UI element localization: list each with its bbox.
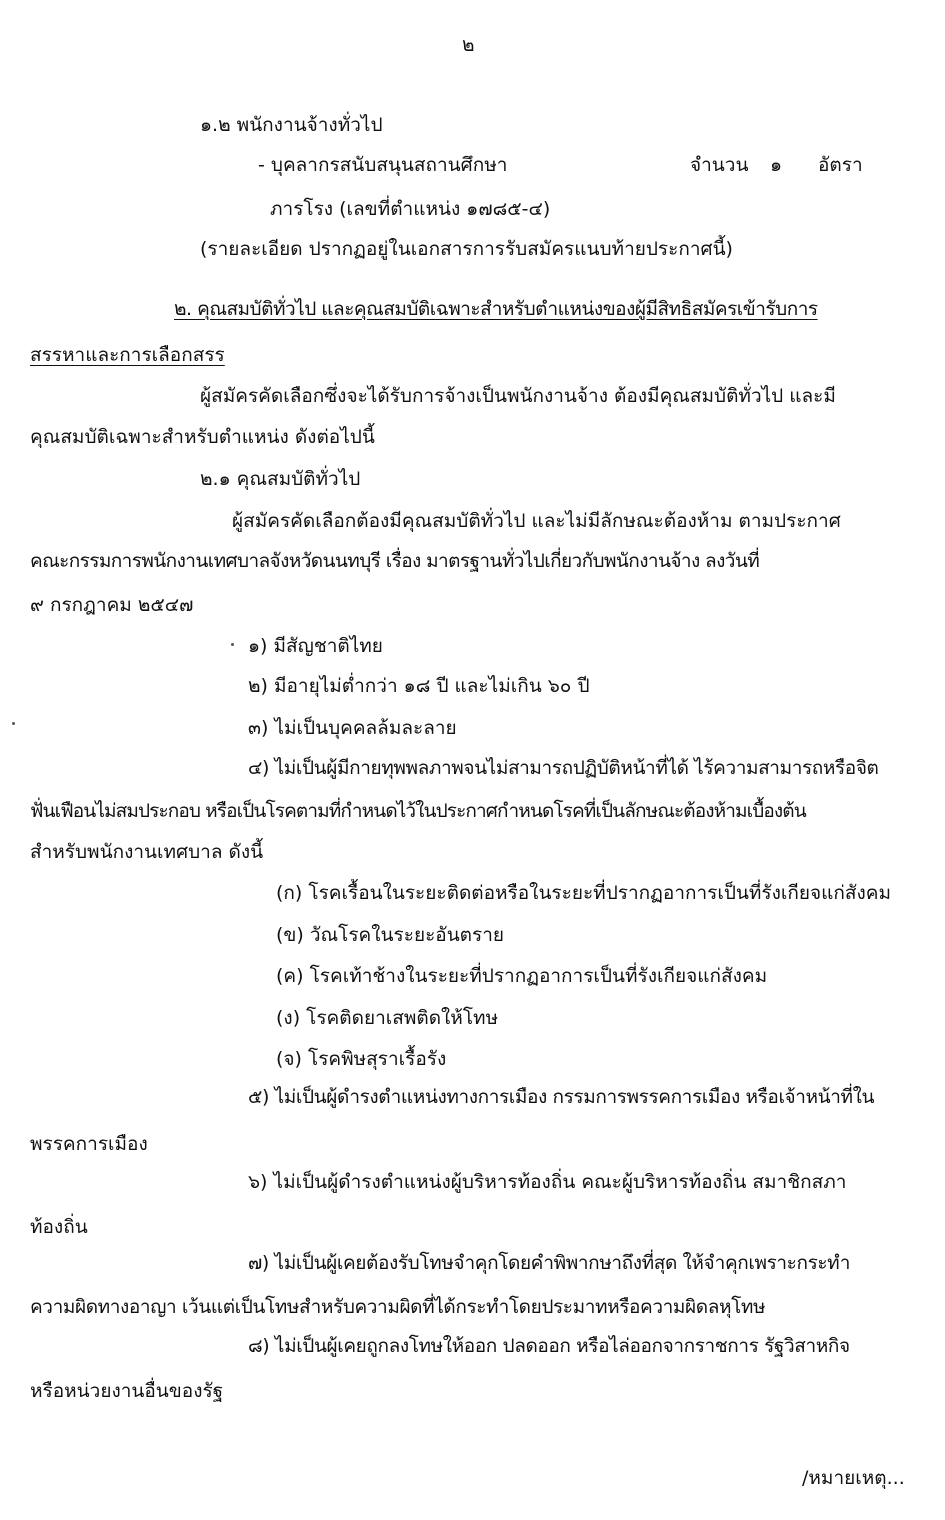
item-3: ๓) ไม่เป็นบุคคลล้มละลาย — [248, 717, 457, 739]
item-6: ๖) ไม่เป็นผู้ดำรงตำแหน่งผู้บริหารท้องถิ่น คณะผู้บริหารท้องถิ่น สมาชิกสภา — [248, 1171, 847, 1193]
item-4: ๔) ไม่เป็นผู้มีกายทุพพลภาพจนไม่สามารถปฏิบัติหน้าที่ได้ ไร้ความสามารถหรือจิต — [248, 757, 879, 779]
scan-speck — [231, 643, 234, 646]
section-2-heading-cont: สรรหาและการเลือกสรร — [30, 344, 225, 366]
continuation-marker: /หมายเหตุ... — [802, 1467, 905, 1489]
item-2: ๒) มีอายุไม่ต่ำกว่า ๑๘ ปี และไม่เกิน ๖๐ ปี — [248, 675, 590, 697]
disease-item: (ค) โรคเท้าช้างในระยะที่ปรากฏอาการเป็นที่รังเกียจแก่สังคม — [276, 965, 768, 987]
section-1-2-heading: ๑.๒ พนักงานจ้างทั่วไป — [200, 114, 383, 136]
disease-item: (จ) โรคพิษสุราเรื้อรัง — [276, 1048, 447, 1070]
item-5: ๕) ไม่เป็นผู้ดำรงตำแหน่งทางการเมือง กรรมการพรรคการเมือง หรือเจ้าหน้าที่ใน — [248, 1086, 875, 1108]
section-2-1-heading: ๒.๑ คุณสมบัติทั่วไป — [200, 468, 361, 490]
position-category: - บุคลากรสนับสนุนสถานศึกษา — [258, 154, 508, 176]
disease-item: (ง) โรคติดยาเสพติดให้โทษ — [276, 1007, 499, 1029]
scan-speck — [12, 722, 15, 725]
disease-item: (ก) โรคเรื้อนในระยะติดต่อหรือในระยะที่ปรากฏอาการเป็นที่รังเกียจแก่สังคม — [276, 882, 892, 904]
section-2-heading: ๒. คุณสมบัติทั่วไป และคุณสมบัติเฉพาะสำหรับตำแหน่งของผู้มีสิทธิสมัครเข้ารับการ — [174, 298, 818, 320]
count-value: ๑ — [770, 154, 783, 176]
section-2-1-paragraph: ผู้สมัครคัดเลือกต้องมีคุณสมบัติทั่วไป และไม่มีลักษณะต้องห้าม ตามประกาศ — [232, 510, 841, 532]
item-8: ๘) ไม่เป็นผู้เคยถูกลงโทษให้ออก ปลดออก หรือไล่ออกจากราชการ รัฐวิสาหกิจ — [248, 1335, 850, 1357]
count-label: จำนวน — [690, 154, 749, 176]
count-unit: อัตรา — [818, 154, 863, 176]
item-6-cont: ท้องถิ่น — [30, 1216, 88, 1238]
section-2-1-paragraph-cont: คณะกรรมการพนักงานเทศบาลจังหวัดนนทบุรี เรื่อง มาตรฐานทั่วไปเกี่ยวกับพนักงานจ้าง ลงวันที่ — [30, 550, 760, 572]
disease-item: (ข) วัณโรคในระยะอันตราย — [276, 924, 505, 946]
item-7-cont: ความผิดทางอาญา เว้นแต่เป็นโทษสำหรับความผิดที่ได้กระทำโดยประมาทหรือความผิดลหุโทษ — [30, 1296, 766, 1318]
page-number: ๒ — [462, 34, 475, 56]
section-2-intro: ผู้สมัครคัดเลือกซึ่งจะได้รับการจ้างเป็นพนักงานจ้าง ต้องมีคุณสมบัติทั่วไป และมี — [200, 385, 836, 407]
item-7: ๗) ไม่เป็นผู้เคยต้องรับโทษจำคุกโดยคำพิพากษาถึงที่สุด ให้จำคุกเพราะกระทำ — [248, 1252, 850, 1274]
section-2-intro-cont: คุณสมบัติเฉพาะสำหรับตำแหน่ง ดังต่อไปนี้ — [30, 426, 375, 448]
item-8-cont: หรือหน่วยงานอื่นของรัฐ — [30, 1380, 224, 1402]
item-4-cont-2: สำหรับพนักงานเทศบาล ดังนี้ — [30, 841, 264, 863]
section-2-1-date: ๙ กรกฎาคม ๒๕๔๗ — [30, 594, 194, 616]
details-note: (รายละเอียด ปรากฏอยู่ในเอกสารการรับสมัครแนบท้ายประกาศนี้) — [200, 238, 733, 260]
item-5-cont: พรรคการเมือง — [30, 1133, 148, 1155]
item-4-cont: ฟั่นเฟือนไม่สมประกอบ หรือเป็นโรคตามที่กำหนดไว้ในประกาศกำหนดโรคที่เป็นลักษณะต้องห้ามเบื้องต้น — [30, 800, 806, 822]
position-title: ภารโรง (เลขที่ตำแหน่ง ๑๗๘๕-๔) — [270, 198, 551, 220]
item-1: ๑) มีสัญชาติไทย — [248, 635, 383, 657]
